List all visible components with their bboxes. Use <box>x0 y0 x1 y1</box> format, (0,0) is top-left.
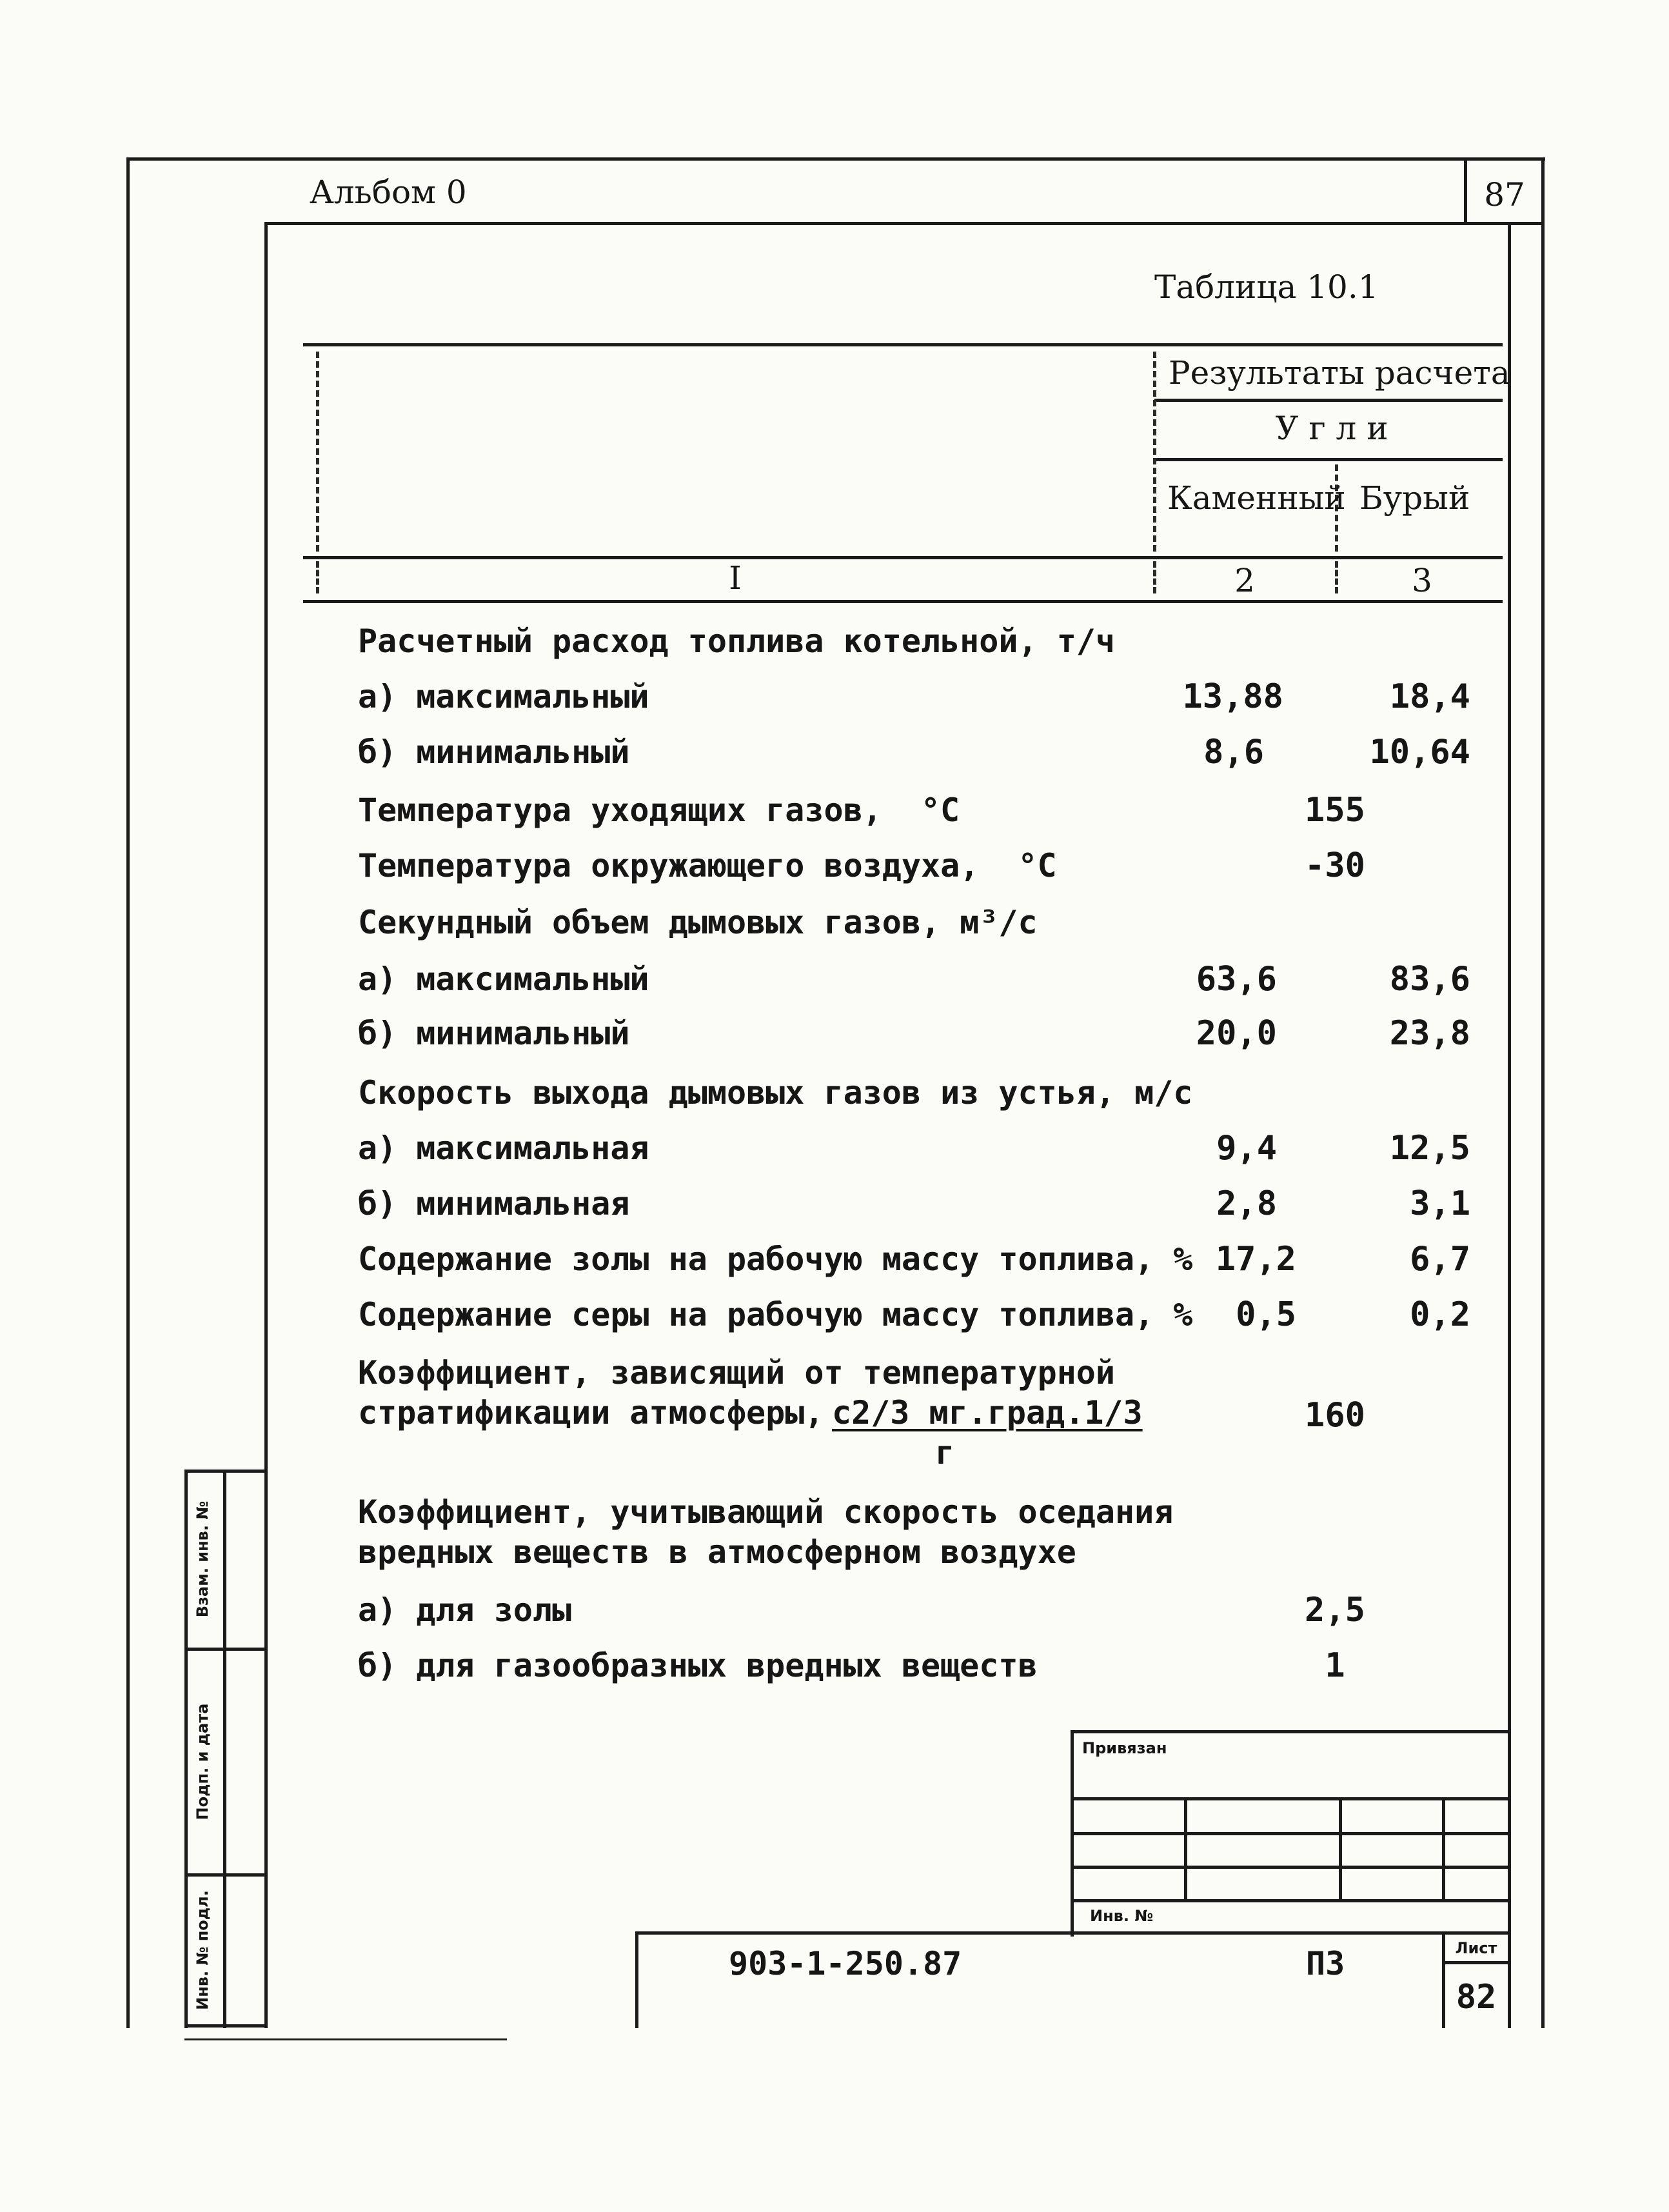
row-value-col3: 18,4 <box>1389 677 1470 716</box>
row-value-col3: 6,7 <box>1410 1240 1470 1279</box>
outer-frame-right <box>1541 157 1545 2028</box>
inner-frame-top <box>264 222 1511 225</box>
row-value-col3: 12,5 <box>1389 1129 1470 1168</box>
side-stamp-sign-date: Подп. и дата <box>193 1703 212 1820</box>
row-value-col2: 2,8 <box>1216 1184 1277 1223</box>
coef-a-unit-denominator: г <box>935 1434 955 1471</box>
album-title: Альбом 0 <box>310 174 467 211</box>
row-value-col3: 10,64 <box>1369 733 1470 772</box>
row-label: б) минимальный <box>358 1015 630 1052</box>
row-value-col2: 0,5 <box>1236 1295 1296 1334</box>
coef-a-unit-numerator: с2/3 мг.град.1/3 <box>832 1394 1143 1431</box>
row-value-col2: 9,4 <box>1216 1129 1277 1168</box>
row-label-text: Температура окружающего воздуха, <box>358 847 980 884</box>
col-numbers-bottom-line <box>303 600 1503 603</box>
col-number-1: I <box>729 559 742 597</box>
row-label: б) минимальная <box>358 1185 630 1222</box>
row-value-col3: 0,2 <box>1410 1295 1470 1334</box>
side-stamp-replace-inv: Взам. инв. № <box>193 1500 212 1618</box>
header-col2: Каменный <box>1167 479 1346 517</box>
colnum-2-tick <box>1153 561 1156 593</box>
row-value-col3: 3,1 <box>1410 1184 1470 1223</box>
page-box-bottom <box>1464 222 1545 225</box>
coef-a-line1: Коэффициент, зависящий от температурной <box>358 1354 1115 1391</box>
side-stamp-h1 <box>184 1648 265 1651</box>
stamp-grid-v2 <box>1339 1797 1342 1900</box>
row-value-col2: 20,0 <box>1196 1014 1277 1053</box>
row-value-col2: 13,88 <box>1182 677 1283 716</box>
row-value-merged: 155 <box>1305 791 1365 830</box>
page-bottom-line <box>184 2038 507 2040</box>
row-label: а) максимальный <box>358 961 649 998</box>
row-label: а) максимальный <box>358 678 649 715</box>
col-number-2: 2 <box>1234 562 1255 599</box>
outer-frame-left <box>126 157 130 2028</box>
side-stamp-left <box>184 1470 188 2028</box>
row-value-merged: -30 <box>1305 846 1365 885</box>
row-label <box>358 846 1057 885</box>
row-label: Скорость выхода дымовых газов из устья, м/с <box>358 1074 1193 1111</box>
unit-celsius: °C <box>920 792 960 829</box>
header-coals: У г л и <box>1275 410 1388 447</box>
row-label: Расчетный расход топлива котельной, т/ч <box>358 623 1115 660</box>
side-stamp-h2 <box>184 1873 265 1877</box>
row-value-col2: 8,6 <box>1203 733 1264 772</box>
title-block-top <box>635 1931 1508 1935</box>
row-value-col2: 17,2 <box>1215 1240 1296 1279</box>
inner-frame-right <box>1508 222 1511 2028</box>
unit-celsius: °C <box>1018 847 1057 884</box>
title-block-sheet-label-line <box>1442 1961 1508 1964</box>
colnum-3-tick <box>1335 561 1338 593</box>
colnum-1-tick <box>316 561 319 593</box>
table-title: Таблица 10.1 <box>1154 268 1379 306</box>
row-label-text: Температура уходящих газов, <box>358 792 882 829</box>
coef-a-value: 160 <box>1305 1396 1365 1435</box>
header-results: Результаты расчета <box>1169 354 1510 392</box>
subgroup-top-line <box>1154 399 1503 402</box>
title-block-sheet-divider <box>1442 1931 1445 2028</box>
row-label: а) максимальная <box>358 1130 649 1167</box>
stamp-inv-no-label: Инв. № <box>1090 1907 1154 1925</box>
row-value-col2: 63,6 <box>1196 960 1277 999</box>
stamp-grid-v1 <box>1184 1797 1187 1900</box>
sheet-number: 82 <box>1456 1978 1497 2017</box>
page-number: 87 <box>1484 176 1525 214</box>
coef-f-line2: вредных веществ в атмосферном воздухе <box>358 1533 1076 1571</box>
coef-f-line1: Коэффициент, учитывающий скорость оседания <box>358 1493 1174 1531</box>
stamp-grid-v3 <box>1442 1797 1445 1900</box>
side-stamp-bottom <box>184 2024 265 2028</box>
stamp-attach-top <box>1071 1730 1508 1733</box>
stamp-attached-label: Привязан <box>1082 1739 1167 1757</box>
coef-f-ash-label: а) для золы <box>358 1591 572 1629</box>
header-col3: Бурый <box>1359 479 1470 517</box>
row-label: Содержание золы на рабочую массу топлива, % <box>358 1241 1193 1278</box>
document-section: ПЗ <box>1306 1945 1345 1982</box>
side-stamp-orig-inv: Инв. № подл. <box>193 1890 212 2010</box>
row-label <box>358 791 960 830</box>
row-value-col3: 23,8 <box>1389 1014 1470 1053</box>
page-box-left <box>1464 157 1467 225</box>
col-number-3: 3 <box>1412 562 1432 599</box>
col2-left-dashed <box>1153 352 1156 552</box>
row-label: Секундный объем дымовых газов, м³/с <box>358 904 1038 941</box>
row-label: б) минимальный <box>358 733 630 771</box>
table-left-dashed <box>316 352 319 552</box>
subcols-top-line <box>1154 458 1503 461</box>
inner-frame-left <box>264 222 268 2028</box>
outer-frame-top <box>126 157 1545 161</box>
row-value-col3: 83,6 <box>1389 960 1470 999</box>
row-label: Содержание серы на рабочую массу топлива, % <box>358 1296 1193 1333</box>
document-code: 903-1-250.87 <box>729 1945 962 1982</box>
coef-f-ash-value: 2,5 <box>1305 1591 1365 1629</box>
coef-f-gas-value: 1 <box>1325 1646 1345 1685</box>
sheet-label: Лист <box>1455 1939 1497 1957</box>
coef-f-gas-label: б) для газообразных вредных веществ <box>358 1647 1038 1684</box>
side-stamp-divider <box>223 1470 226 2028</box>
table-header-top-line <box>303 343 1503 346</box>
coef-a-line2: стратификации атмосферы, <box>358 1394 824 1431</box>
title-block-left <box>635 1931 638 2028</box>
